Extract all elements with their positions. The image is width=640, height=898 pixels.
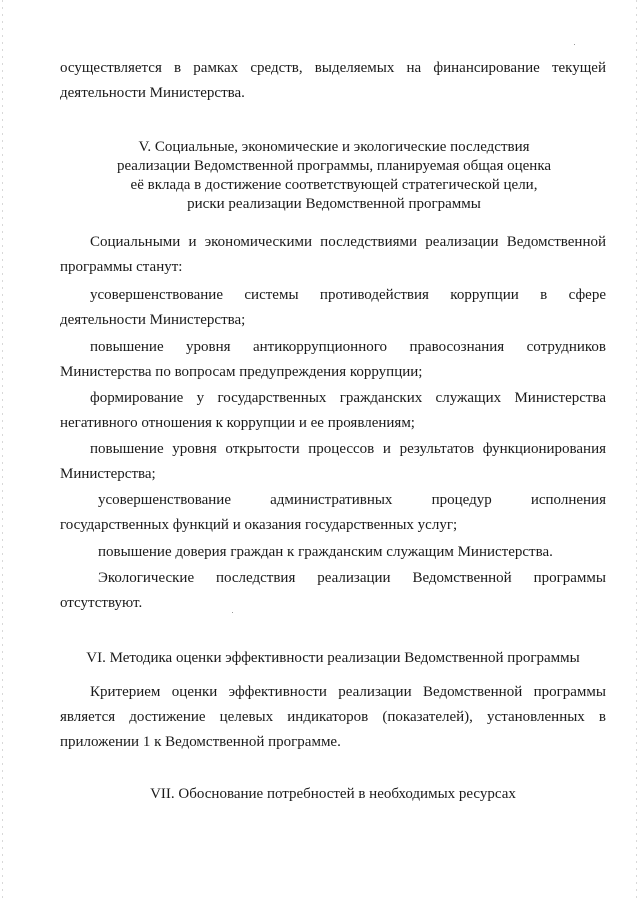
text-line: негативного отношения к коррупции и ее проявлениям;	[60, 415, 415, 431]
text-line: деятельности Министерства.	[60, 85, 245, 101]
text-line: осуществляется в рамках средств, выделяемых на финансирование текущей	[60, 60, 606, 76]
paragraph-evaluation-criteria	[60, 680, 606, 755]
text-line: является достижение целевых индикаторов (показателей), установленных в	[60, 709, 606, 725]
text-line: повышение уровня антикоррупционного правосознания сотрудников	[90, 339, 606, 355]
heading-line: V. Социальные, экономические и экологические последствия	[138, 139, 530, 155]
text-line: Критерием оценки эффективности реализации Ведомственной программы	[90, 684, 606, 700]
heading-line: VI. Методика оценки эффективности реализации Ведомственной программы	[86, 650, 580, 666]
text-line: Министерства;	[60, 466, 156, 482]
list-item-trust	[60, 540, 606, 565]
list-item-negative-attitude	[60, 386, 606, 436]
text-line: Экологические последствия реализации Ведомственной программы	[98, 570, 606, 586]
section-6-heading	[60, 648, 606, 668]
list-item-transparency	[60, 437, 606, 487]
text-line: усовершенствование системы противодействия коррупции в сфере	[90, 287, 606, 303]
text-line: деятельности Министерства;	[60, 312, 246, 328]
paragraph-ecological	[60, 566, 606, 616]
paragraph-consequences-intro	[60, 230, 606, 280]
list-item-administrative-procedures	[60, 488, 606, 538]
list-item-anticorruption-system	[60, 283, 606, 333]
list-item-legal-awareness	[60, 335, 606, 385]
text-line: приложении 1 к Ведомственной программе.	[60, 734, 341, 750]
text-line: государственных функций и оказания государственных услуг;	[60, 517, 458, 533]
section-7-heading	[60, 784, 606, 804]
text-line: усовершенствование административных процедур исполнения	[98, 492, 606, 508]
text-line: повышение уровня открытости процессов и результатов функционирования	[90, 441, 606, 457]
scan-edge-left	[2, 0, 3, 898]
text-line: Социальными и экономическими последствиями реализации Ведомственной	[90, 234, 606, 250]
section-5-heading	[60, 138, 608, 214]
text-line: отсутствуют.	[60, 595, 143, 611]
paragraph-continuation	[60, 56, 606, 106]
scan-edge-right	[636, 0, 637, 898]
text-line: программы станут:	[60, 259, 183, 275]
heading-line: её вклада в достижение соответствующей стратегической цели,	[130, 177, 538, 193]
scan-speck	[574, 44, 575, 45]
heading-line: реализации Ведомственной программы, планируемая общая оценка	[116, 158, 552, 174]
text-line: повышение доверия граждан к гражданским служащим Министерства.	[98, 544, 553, 560]
heading-line: риски реализации Ведомственной программы	[187, 196, 481, 212]
text-line: формирование у государственных гражданских служащих Министерства	[90, 390, 606, 406]
text-line: Министерства по вопросам предупреждения коррупции;	[60, 364, 423, 380]
heading-line: VII. Обоснование потребностей в необходимых ресурсах	[150, 786, 516, 802]
